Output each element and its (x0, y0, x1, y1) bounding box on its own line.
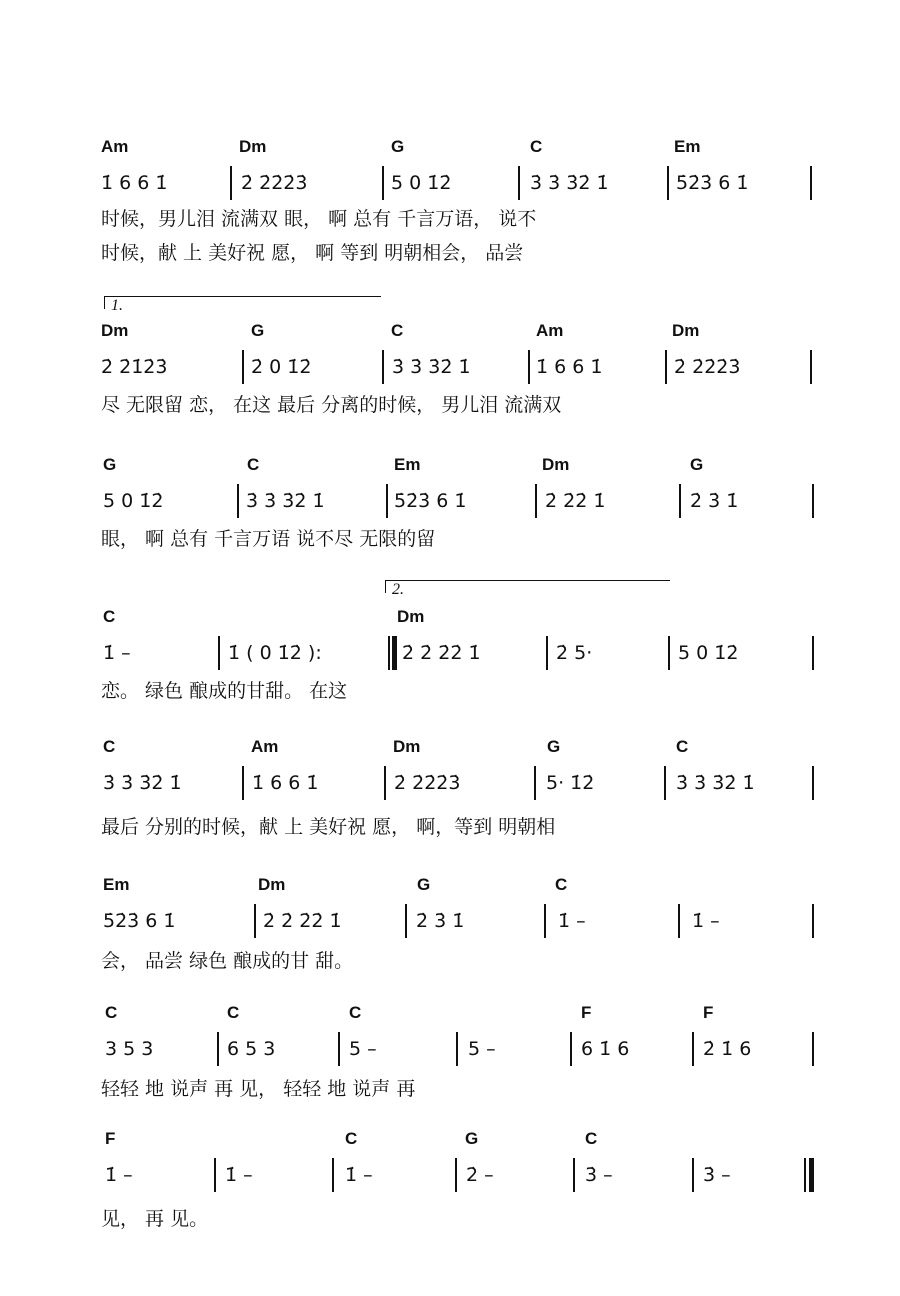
barline (242, 766, 244, 800)
measure-notes: 3̇ – (703, 1164, 731, 1186)
chord: Em (674, 137, 701, 156)
measure-notes: 3̇ 3̇ 3̇2̇ 1̇ (246, 490, 325, 512)
chord: G (547, 737, 561, 756)
measure-notes: 1̇ – (345, 1164, 373, 1186)
barline (812, 636, 814, 670)
final-barline-thick (809, 1158, 814, 1192)
barline (812, 1032, 814, 1066)
measure-notes: 5̇2̇3̇ 6 1̇ (103, 910, 176, 932)
measure-notes: 2̇ 1̇ 6 (703, 1038, 752, 1060)
barline (692, 1032, 694, 1066)
measure-notes: 2̇ 3̇ 1̇ (690, 490, 739, 512)
chord: C (247, 455, 260, 474)
score-row-2 (0, 296, 900, 416)
measure-notes: 2̇ 2̇2̇2̇3̇ (241, 172, 308, 194)
barline (518, 166, 520, 200)
barline (455, 1158, 457, 1192)
barline (332, 1158, 334, 1192)
chord: G (391, 137, 405, 156)
measure-notes: 2̇ 3̇ 1̇ (416, 910, 465, 932)
measure-notes: 5 0 1̇2̇ (103, 490, 164, 512)
barline (570, 1032, 572, 1066)
barline (382, 350, 384, 384)
chord: G (103, 455, 117, 474)
score-row-1 (0, 138, 900, 278)
measure-notes: 3̇ 3̇ 3̇2̇ 1̇ (392, 356, 471, 378)
barline (812, 766, 814, 800)
chord: Am (536, 321, 564, 340)
chord: G (690, 455, 704, 474)
barline (665, 350, 667, 384)
measure-notes: 1̇ – (103, 642, 131, 664)
chord: G (251, 321, 265, 340)
chord: C (585, 1129, 598, 1148)
lyric-line: 尽 无限留 恋， 在这 最后 分离的时候， 男儿泪 流满双 (101, 394, 562, 416)
chord: Am (251, 737, 279, 756)
chord: C (391, 321, 404, 340)
measure-notes: 5̇2̇3̇ 6 1̇ (394, 490, 467, 512)
barline (812, 904, 814, 938)
measure-notes: 1̇ ( 0 1̇2̇ ): (228, 642, 322, 664)
barline (664, 766, 666, 800)
measure-notes: 2̇ 2̇2̇ 1̇ (545, 490, 606, 512)
barline (230, 166, 232, 200)
chord: Dm (393, 737, 421, 756)
barline (810, 166, 812, 200)
barline (534, 766, 536, 800)
barline (810, 350, 812, 384)
measure-notes: 1̇ 6 6 1̇ (536, 356, 603, 378)
measure-notes: 3̇ 3̇ 3̇2̇ 1̇ (103, 772, 182, 794)
lyric-line: 最后 分别的时候，献 上 美好祝 愿， 啊，等到 明朝相 (101, 816, 556, 838)
chord: Dm (542, 455, 570, 474)
barline (384, 766, 386, 800)
chord: F (703, 1003, 714, 1022)
score-row-7 (0, 1004, 900, 1104)
chord: Dm (239, 137, 267, 156)
barline (679, 484, 681, 518)
measure-notes: 2̇ – (466, 1164, 494, 1186)
volta-bracket-1 (104, 296, 381, 314)
measure-notes: 1̇ – (558, 910, 586, 932)
measure-notes: 5 – (349, 1038, 377, 1060)
chord: G (417, 875, 431, 894)
chord: C (345, 1129, 358, 1148)
chord: Dm (397, 607, 425, 626)
barline (218, 636, 220, 670)
barline (678, 904, 680, 938)
chord: C (676, 737, 689, 756)
measure-notes: 2̇ 2̇1̇2̇3̇ (101, 356, 168, 378)
measure-notes: 1̇ – (692, 910, 720, 932)
measure-notes: 5· 1̇2̇ (546, 772, 595, 794)
lyric-line: 恋。 绿色 酿成的甘甜。 在这 (101, 680, 348, 702)
measure-notes: 3̇ – (585, 1164, 613, 1186)
chord: C (555, 875, 568, 894)
measure-notes: 3̇ 3̇ 3̇2̇ 1̇ (530, 172, 609, 194)
repeat-end-barline (388, 636, 390, 670)
lyric-line: 见， 再 见。 (101, 1208, 209, 1230)
measure-notes: 2̇ 2̇2̇2̇3̇ (674, 356, 741, 378)
measure-notes: 1̇ 6 6 1̇ (252, 772, 319, 794)
measure-notes: 2̇ 2̇ 2̇2̇ 1̇ (263, 910, 342, 932)
barline (338, 1032, 340, 1066)
measure-notes: 6 1̇ 6 (581, 1038, 630, 1060)
lyric-line: 轻轻 地 说声 再 见， 轻轻 地 说声 再 (101, 1078, 416, 1100)
repeat-end-barline-thick (392, 636, 397, 670)
chord: Am (101, 137, 129, 156)
barline (667, 166, 669, 200)
measure-notes: 5̇2̇3̇ 6 1̇ (676, 172, 749, 194)
chord: Em (394, 455, 421, 474)
measure-notes: 2̇ 2̇ 2̇2̇ 1̇ (402, 642, 481, 664)
barline (237, 484, 239, 518)
measure-notes: 5 0 1̇2̇ (678, 642, 739, 664)
chord: Em (103, 875, 130, 894)
barline (242, 350, 244, 384)
score-row-8 (0, 1130, 900, 1240)
volta-bracket-2 (385, 580, 670, 598)
score-row-4 (0, 580, 900, 700)
measure-notes: 3 5 3 (105, 1038, 154, 1060)
chord: C (349, 1003, 362, 1022)
chord: Dm (101, 321, 129, 340)
barline (214, 1158, 216, 1192)
barline (386, 484, 388, 518)
measure-notes: 5 0 1̇2̇ (391, 172, 452, 194)
measure-notes: 3̇ 3̇ 3̇2̇ 1̇ (676, 772, 755, 794)
volta-label: 2. (392, 581, 404, 598)
chord: F (105, 1129, 116, 1148)
measure-notes: 1̇ 6 6 1̇ (101, 172, 168, 194)
score-row-5 (0, 738, 900, 848)
score-row-6 (0, 876, 900, 976)
chord: Dm (258, 875, 286, 894)
lyric-line: 时候，献 上 美好祝 愿， 啊 等到 明朝相会， 品尝 (101, 242, 524, 264)
barline (405, 904, 407, 938)
barline (217, 1032, 219, 1066)
score-row-3 (0, 456, 900, 556)
measure-notes: 5 – (468, 1038, 496, 1060)
barline (382, 166, 384, 200)
chord: C (103, 607, 116, 626)
lyric-line: 时候，男儿泪 流满双 眼， 啊 总有 千言万语， 说不 (101, 208, 537, 230)
barline (535, 484, 537, 518)
measure-notes: 2̇ 0 1̇2̇ (251, 356, 312, 378)
barline (812, 484, 814, 518)
barline (544, 904, 546, 938)
measure-notes: 1̇ – (105, 1164, 133, 1186)
chord: C (103, 737, 116, 756)
chord: Dm (672, 321, 700, 340)
chord: F (581, 1003, 592, 1022)
barline (254, 904, 256, 938)
barline (668, 636, 670, 670)
measure-notes: 2̇ 5· (556, 642, 593, 664)
chord: G (465, 1129, 479, 1148)
chord: C (227, 1003, 240, 1022)
barline (546, 636, 548, 670)
measure-notes: 6 5 3 (227, 1038, 276, 1060)
barline (573, 1158, 575, 1192)
volta-label: 1. (111, 297, 123, 314)
barline (528, 350, 530, 384)
barline (692, 1158, 694, 1192)
measure-notes: 2̇ 2̇2̇2̇3̇ (394, 772, 461, 794)
chord: C (530, 137, 543, 156)
final-barline (804, 1158, 806, 1192)
barline (456, 1032, 458, 1066)
lyric-line: 会， 品尝 绿色 酿成的甘 甜。 (101, 950, 354, 972)
lyric-line: 眼， 啊 总有 千言万语 说不尽 无限的留 (101, 528, 436, 550)
chord: C (105, 1003, 118, 1022)
measure-notes: 1̇ – (225, 1164, 253, 1186)
